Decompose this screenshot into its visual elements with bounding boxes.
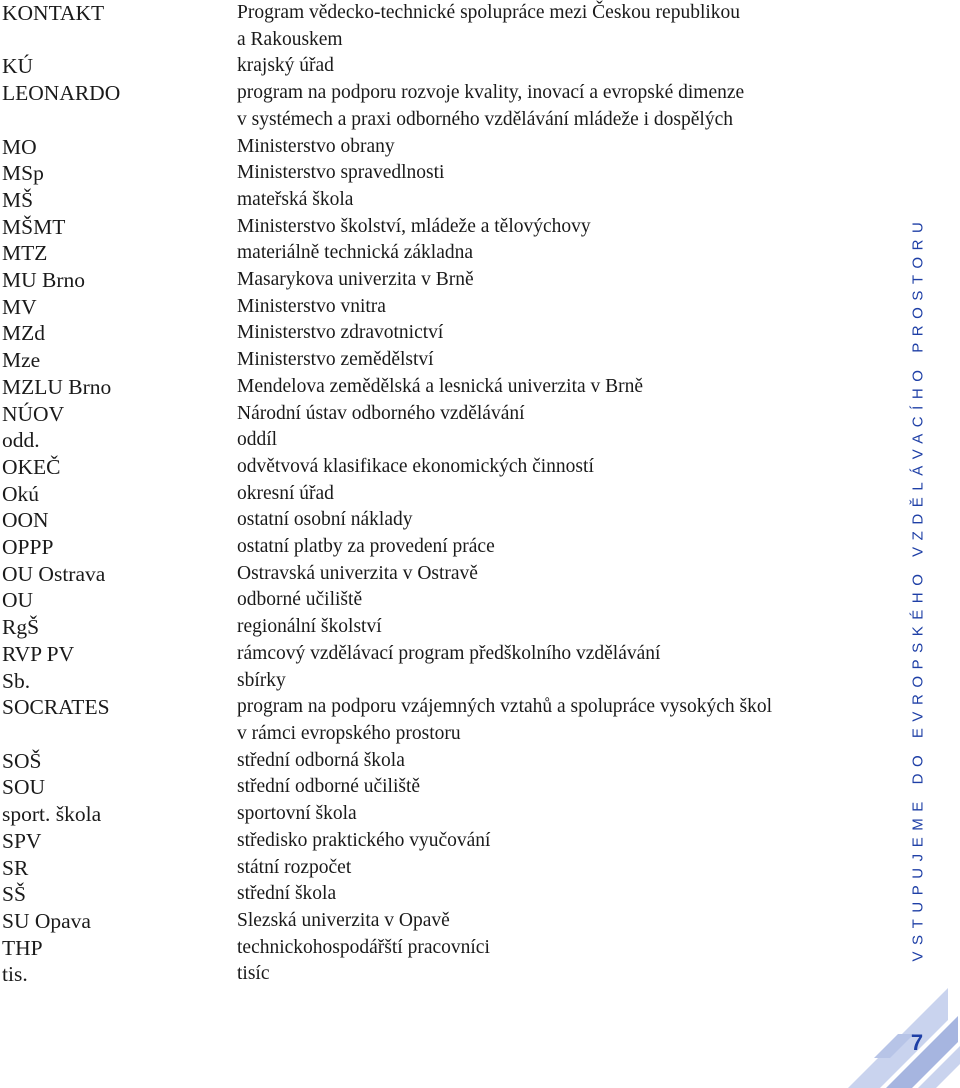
definition: střední odborná škola [237,749,405,771]
abbreviation: OU [2,588,34,613]
definition: Ministerstvo školství, mládeže a tělovýchovy [237,215,591,237]
list-item [0,374,860,401]
list-item [0,214,860,241]
definition: Program vědecko-technické spolupráce mezi Českou republikou a Rakouskem [237,2,741,50]
abbreviation: MZd [2,321,45,346]
abbreviation: NÚOV [2,401,65,426]
definition: odborné učiliště [237,589,363,611]
list-item [0,80,860,133]
list-item [0,908,860,935]
list-item [0,507,860,534]
abbreviation: Sb. [2,668,31,693]
abbreviation: OKEČ [2,454,61,479]
list-item [0,694,860,747]
definition: Ministerstvo spravedlnosti [237,162,445,184]
list-item [0,320,860,347]
page-number: 7 [910,1030,924,1055]
abbreviation: KONTAKT [2,1,105,25]
abbreviation: SPV [2,828,42,853]
list-item [0,961,860,988]
list-item [0,481,860,508]
definition: sportovní škola [237,803,357,825]
definition: sbírky [237,669,286,691]
definition: středisko praktického vyučování [237,829,491,851]
abbreviation: MSp [2,161,44,186]
list-item [0,267,860,294]
abbreviation: MŠMT [2,214,66,239]
definition: technickohospodářští pracovníci [237,936,490,958]
list-item [0,561,860,588]
list-item [0,0,860,53]
abbreviation: SŠ [2,882,26,907]
abbreviation: SOU [2,775,46,800]
abbreviation: RVP PV [2,641,75,666]
abbreviation: KÚ [2,54,34,79]
definition: Ministerstvo zemědělství [237,349,434,371]
definition: státní rozpočet [237,856,352,878]
list-item [0,347,860,374]
abbreviation: SOŠ [2,748,42,773]
list-item [0,587,860,614]
list-item [0,134,860,161]
list-item [0,935,860,962]
definition: Mendelova zemědělská a lesnická univerzita v Brně [237,375,644,397]
abbreviation: MV [2,294,37,319]
abbreviation: SOCRATES [2,695,110,720]
definition: materiálně technická základna [237,242,474,264]
list-item [0,187,860,214]
abbreviation: MTZ [2,241,48,266]
abbreviation: THP [2,935,43,960]
definition: program na podporu rozvoje kvality, inovací a evropské dimenze v systémech a praxi odborného vzdělávání mládeže i dospělých [237,82,745,130]
list-item [0,294,860,321]
definition: Ministerstvo zdravotnictví [237,322,444,344]
list-item [0,801,860,828]
list-item [0,401,860,428]
list-item [0,160,860,187]
definition: regionální školství [237,616,382,638]
abbreviation: RgŠ [2,615,40,640]
definition: odvětvová klasifikace ekonomických činností [237,455,594,477]
abbreviation: sport. škola [2,802,102,827]
list-item [0,855,860,882]
list-item [0,534,860,561]
abbreviation: OU Ostrava [2,561,106,586]
abbreviation: SR [2,855,29,880]
abbreviation: MZLU Brno [2,374,112,399]
abbreviation: MŠ [2,187,34,212]
abbreviation: SU Opava [2,908,91,933]
definition: mateřská škola [237,188,354,210]
abbreviation: LEONARDO [2,81,121,106]
definition: oddíl [237,429,278,451]
definition: rámcový vzdělávací program předškolního vzdělávání [237,642,661,664]
abbreviation: OON [2,508,49,533]
definition: okresní úřad [237,482,334,504]
list-item [0,454,860,481]
abbreviation: Mze [2,348,41,373]
list-item [0,881,860,908]
page-corner-decoration [840,980,960,1088]
definition: Ministerstvo vnitra [237,295,386,317]
list-item [0,641,860,668]
abbreviation: MO [2,134,37,159]
definition: tisíc [237,963,270,985]
list-item [0,427,860,454]
list-item [0,614,860,641]
definition: Slezská univerzita v Opavě [237,909,450,931]
definition: Ministerstvo obrany [237,135,395,157]
list-item [0,240,860,267]
list-item [0,828,860,855]
definition: ostatní platby za provedení práce [237,536,495,558]
list-item [0,668,860,695]
definition: program na podporu vzájemných vztahů a spolupráce vysokých škol v rámci evropského prostoru [237,696,773,744]
list-item [0,774,860,801]
definition: střední odborné učiliště [237,776,421,798]
side-banner-text: VSTUPUJEME DO EVROPSKÉHO VZDĚLÁVACÍHO PROSTORU [909,215,927,962]
abbreviation: OPPP [2,535,54,560]
abbreviation: odd. [2,428,40,453]
abbreviation: tis. [2,962,28,987]
abbreviation: MU Brno [2,268,86,293]
list-item [0,53,860,80]
side-banner [900,215,936,970]
abbreviation: Okú [2,481,40,506]
definition: Národní ústav odborného vzdělávání [237,402,525,424]
definition: střední škola [237,883,337,905]
definition: Ostravská univerzita v Ostravě [237,562,478,584]
definition: ostatní osobní náklady [237,509,413,531]
definition: Masarykova univerzita v Brně [237,269,474,291]
list-item [0,748,860,775]
definition: krajský úřad [237,55,334,77]
